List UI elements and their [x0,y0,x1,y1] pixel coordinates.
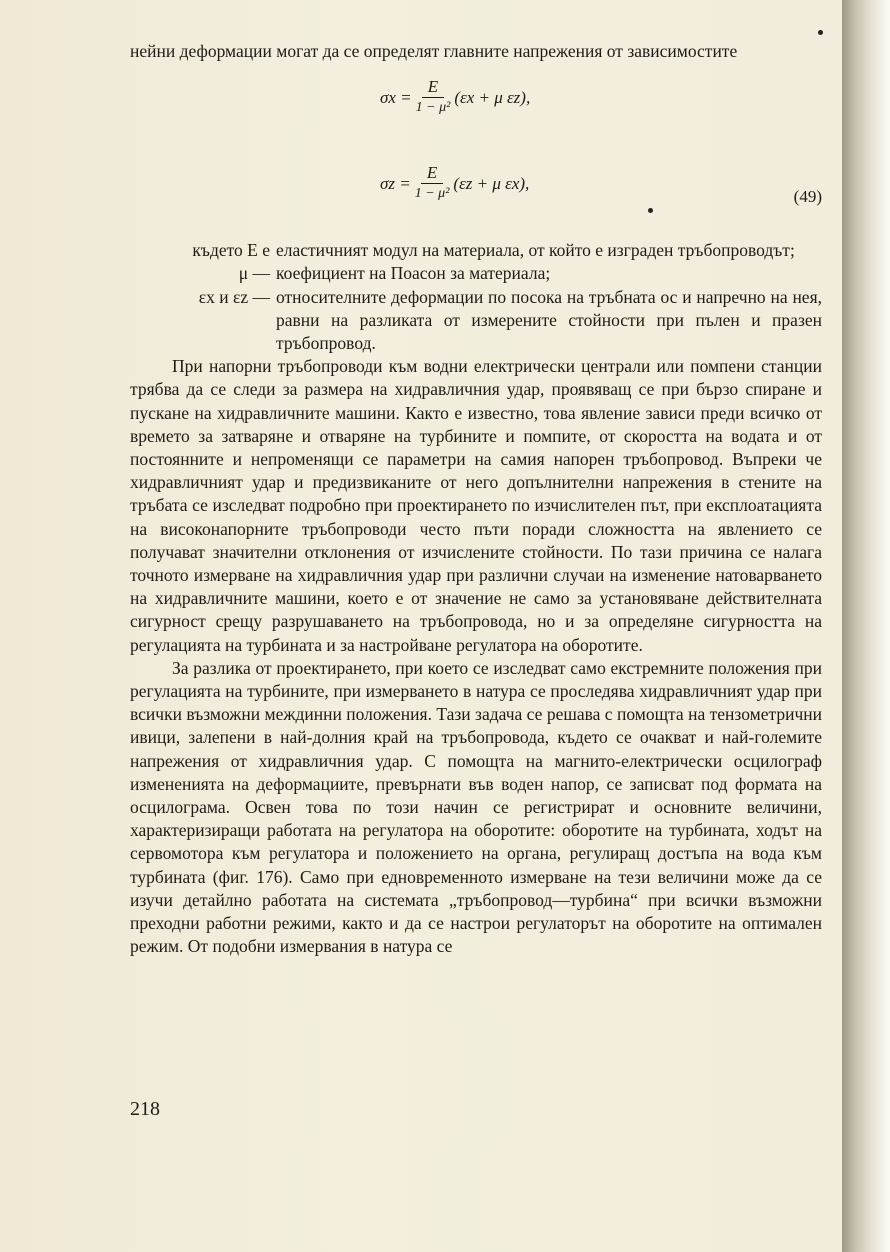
definition-item [130,262,822,285]
formula-lhs: σz = [380,174,411,194]
paragraph: За разлика от проектирането, при което се изследват само екстремните положения при регулацията на турбините, при измерването в натура се проследява хидравличният удар при всички възможни междинни положения. Тази задача се решава с помощта на тензометрични ивици, залепени в най-долния край на тръбопровода, където се очакват и най-големите напрежения от хидравличния удар. С помощта на магнито-електрически осцилограф измененията на деформациите, превърнати във воден напор, се записват под формата на осцилограма. Освен това по този начин се регистрират и основните величини, характеризиращи работата на регулатора на оборотите: оборотите на турбината, ходът на сервомотора към регулатора и положението на органа, регулиращ достъпа на вода към турбината (фиг. 176). Само при едновременното измерване на тези величини може да се изучи детайлно работата на системата „тръбопровод—турбина“ при всички възможни преходни работни режими, както и да се настрои регулаторът на оборотите на оптимален режим. От подобни измервания в натура се [130,657,822,957]
speck [818,30,823,35]
definition-text: еластичният модул на материала, от който е изграден тръбопроводът; [276,240,795,261]
definition-term: εx и εz — [198,286,270,307]
formula-sigma-z [380,163,529,204]
page-content [130,40,822,959]
numerator: E [421,163,443,184]
fraction [415,163,450,204]
definition-text: относителните деформации по посока на тръбната ос и напречно на нея, равни на разликата от измерените стойности при пълен и празен тръбопровод. [276,286,822,354]
fraction [416,77,451,118]
definition-item [130,286,822,356]
paragraph: При напорни тръбопроводи към водни електрически централи или помпени станции трябва да се следи за размера на хидравличния удар, проявяващ се при бързо спиране и пускане на хидравличните машини. Както е известно, това явление зависи преди всичко от времето за затваряне и отваряне на турбините и помпите, от скоростта на водата и от постоянните и непроменящи се параметри на самия напорен тръбопровод. Въпреки че хидравличният удар и предизвиканите от него допълнителни напрежения в стените на тръбата се изследват подробно при проектирането по изчислителен път, при експлоатацията на високонапорните тръбопроводи често пъти поради сложността на явлението се получават значителни отклонения от изчислените стойности. По тази причина се налага точното измерване на хидравличния удар при различни случаи на изменение натоварването на хидравличните машини, което е от значение не само за установяване действителната сигурност срещу разрушаването на тръбопровода, но и за определяне сигурността на регулацията на турбината и за настройване регулатора на оборотите. [130,356,822,655]
page-number: 218 [130,1098,160,1120]
definition-term: където E е [192,240,270,261]
equation-number: (49) [793,187,822,207]
page-edge [842,0,890,1252]
definitions [130,239,822,355]
denominator: 1 − μ² [414,186,450,202]
denominator: 1 − μ² [415,100,451,116]
formula-rhs: (εx + μ εz), [454,88,531,108]
formula-lhs: σx = [380,88,412,108]
formula-sigma-x [380,77,530,118]
definition-term: μ — [238,263,270,284]
intro-text: нейни деформации могат да се определят главните напрежения от зависимостите [130,41,738,61]
formula-block [130,63,822,235]
formula-rhs: (εz + μ εx), [453,174,530,194]
definition-item [130,239,822,262]
definition-text: коефициент на Поасон за материала; [276,263,551,284]
numerator: E [422,77,444,98]
